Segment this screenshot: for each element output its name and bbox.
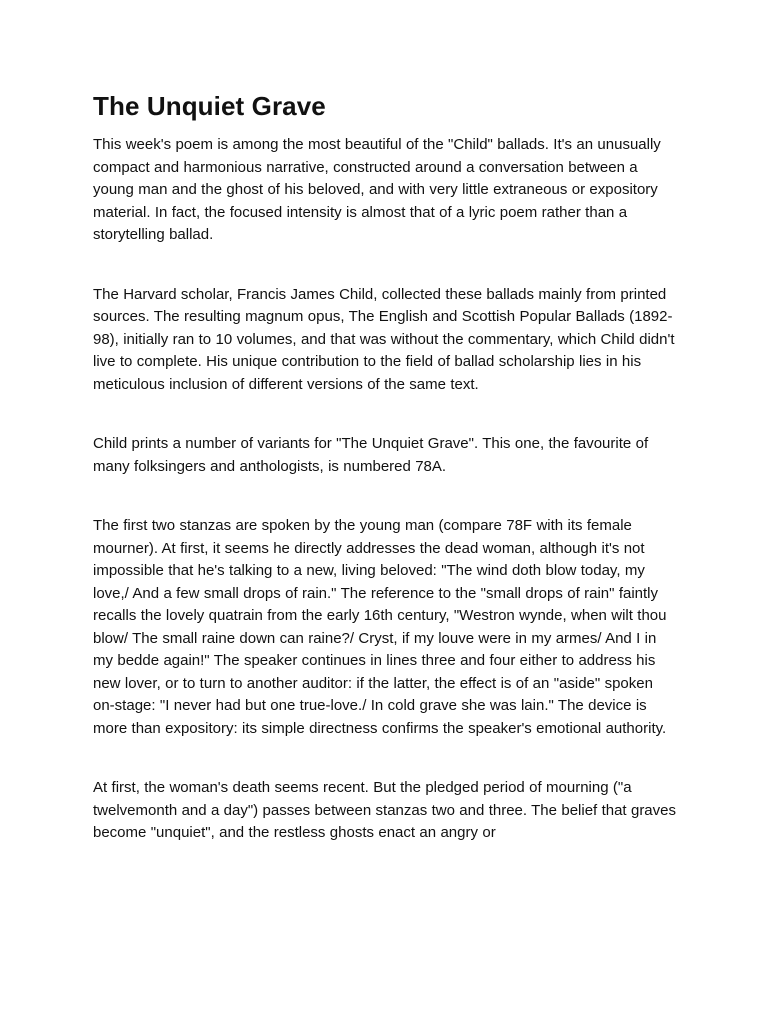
paragraph-first-stanzas: The first two stanzas are spoken by the young man (compare 78F with its female mourner). At first, it seems he directly addresses the dead woman, although it's not impossible that he's talking to a new, living beloved: "The wind doth blow today, my love,/ And a few small drops of rain." The reference to the "small drops of rain" faintly recalls the lovely quatrain from the early 16th century, "Westron wynde, when wilt thou blow/ The small raine down can raine?/ Cryst, if my louve were in my armes/ And I in my bedde again!" The speaker continues in lines three and four either to address his new lover, or to turn to another auditor: if the latter, the effect is of an "aside" spoken on-stage: "I never had but one true-love./ In cold grave she was lain." The device is more than expository: its simple directness confirms the speaker's emotional authority. <box>93 517 667 737</box>
paragraph-intro: This week's poem is among the most beautiful of the "Child" ballads. It's an unusually compact and harmonious narrative, constructed around a conversation between a young man and the ghost of his beloved, and with very little extraneous or expository material. In fact, the focused intensity is almost that of a lyric poem rather than a storytelling ballad. <box>93 136 661 243</box>
paragraph-mourning: At first, the woman's death seems recent. But the pledged period of mourning ("a twelvemonth and a day") passes between stanzas two and three. The belief that graves become "unquiet", and the restless ghosts enact an angry or <box>93 779 676 841</box>
paragraph-child-scholar: The Harvard scholar, Francis James Child, collected these ballads mainly from printed sources. The resulting magnum opus, The English and Scottish Popular Ballads (1892-98), initially ran to 10 volumes, and that was without the commentary, which Child didn't live to complete. His unique contribution to the field of ballad scholarship lies in his meticulous inclusion of different versions of the same text. <box>93 285 675 393</box>
document-page <box>93 86 678 882</box>
page-title: The Unquiet Grave <box>93 91 326 121</box>
paragraph-variants: Child prints a number of variants for "The Unquiet Grave". This one, the favourite of many folksingers and anthologists, is numbered 78A. <box>93 435 649 475</box>
